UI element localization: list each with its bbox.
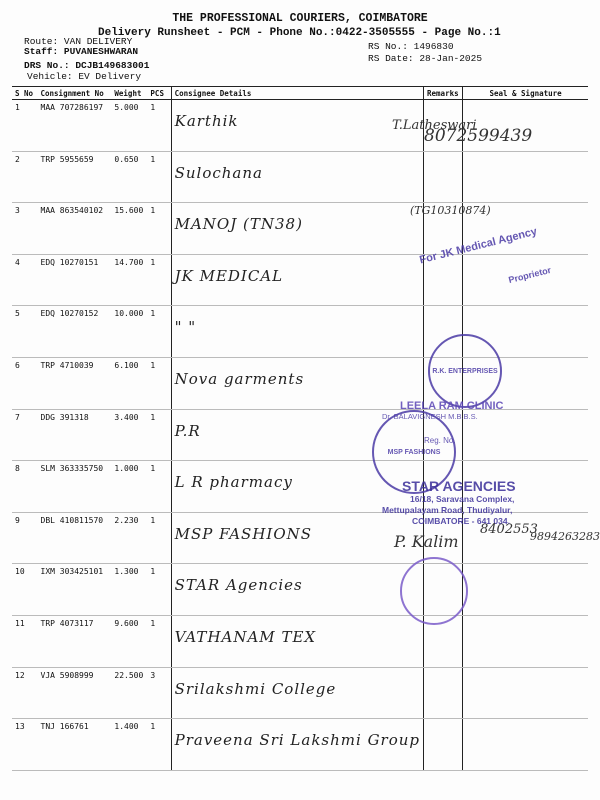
row-consignee: Sulochana: [171, 151, 423, 203]
row-pcs: 3: [147, 667, 171, 719]
row-pcs: 1: [147, 512, 171, 564]
row-weight: 15.600: [111, 203, 147, 255]
row-weight: 10.000: [111, 306, 147, 358]
stamp-proprietor: Proprietor: [507, 264, 553, 286]
stamp-star-address-2: Mettupalayam Road, Thudiyalur,: [382, 505, 513, 515]
row-consignee: " ": [171, 306, 423, 358]
row-sno: 12: [12, 667, 38, 719]
staff-line: Staff: PUVANESHWARAN: [24, 46, 139, 57]
runsheet-table: [12, 86, 588, 771]
row-consignee: Nova garments: [171, 357, 423, 409]
row-consignee: MSP FASHIONS: [171, 512, 423, 564]
row-consignee: P.R: [171, 409, 423, 461]
row-sno: 5: [12, 306, 38, 358]
row-remarks: [424, 719, 463, 771]
row-consignee: L R pharmacy: [171, 461, 423, 513]
vehicle-value: EV Delivery: [78, 71, 142, 82]
row-consignment-no: DDG 391318: [38, 409, 112, 461]
stamp-star-address-3: COIMBATORE - 641 034.: [412, 516, 510, 526]
col-seal: Seal & Signature: [463, 87, 588, 100]
signature-row11-number-2: 9894263283: [530, 530, 600, 543]
stamp-msp-fashions: MSP FASHIONS: [372, 410, 456, 494]
rs-no-line: RS No.: 1496830: [368, 41, 454, 52]
row-consignment-no: MAA 707286197: [38, 100, 112, 152]
row-pcs: 1: [147, 615, 171, 667]
row-pcs: 1: [147, 357, 171, 409]
company-title: THE PROFESSIONAL COURIERS, COIMBATORE: [172, 12, 428, 25]
signature-row1-phone: 8072599439: [424, 126, 533, 146]
col-consignee: Consignee Details: [171, 87, 423, 100]
stamp-jk-medical: For JK Medical Agency: [418, 225, 539, 267]
row-seal: [463, 719, 588, 771]
table-header-row: [12, 87, 588, 100]
row-seal: [463, 615, 588, 667]
row-sno: 11: [12, 615, 38, 667]
drs-value: DCJB149683001: [75, 60, 150, 71]
stamp-star-agencies: STAR AGENCIES: [402, 478, 516, 494]
row-sno: 7: [12, 409, 38, 461]
row-pcs: 1: [147, 564, 171, 616]
table-row: [12, 667, 588, 719]
row-sno: 9: [12, 512, 38, 564]
row-pcs: 1: [147, 100, 171, 152]
stamp-leela-ram-clinic: LEELA RAM CLINIC: [400, 400, 504, 412]
row-consignee: STAR Agencies: [171, 564, 423, 616]
row-consignment-no: EDQ 10270152: [38, 306, 112, 358]
signature-row11-number: 8402553: [480, 522, 538, 537]
row-remarks: [424, 667, 463, 719]
row-weight: 22.500: [111, 667, 147, 719]
row-consignment-no: VJA 5908999: [38, 667, 112, 719]
row-weight: 9.600: [111, 615, 147, 667]
col-pcs: PCS: [147, 87, 171, 100]
row-consignment-no: TRP 4710039: [38, 357, 112, 409]
row-pcs: 1: [147, 306, 171, 358]
col-weight: Weight: [111, 87, 147, 100]
row-sno: 4: [12, 254, 38, 306]
row-sno: 10: [12, 564, 38, 616]
row-sno: 3: [12, 203, 38, 255]
rs-no-value: 1496830: [413, 41, 454, 52]
row-pcs: 1: [147, 254, 171, 306]
table-row: [12, 719, 588, 771]
row-sno: 1: [12, 100, 38, 152]
table-row: [12, 254, 588, 306]
row-pcs: 1: [147, 409, 171, 461]
row-seal: [463, 409, 588, 461]
stamp-star-address-1: 16/18, Saravana Complex,: [410, 494, 515, 504]
table-row: [12, 203, 588, 255]
row-consignee: JK MEDICAL: [171, 254, 423, 306]
row-consignment-no: TRP 4073117: [38, 615, 112, 667]
col-sno: S No: [12, 87, 38, 100]
signature-row1-name: T.Latheswari: [392, 118, 477, 133]
row-weight: 1.400: [111, 719, 147, 771]
row-seal: [463, 564, 588, 616]
row-sno: 8: [12, 461, 38, 513]
row-consignment-no: MAA 863540102: [38, 203, 112, 255]
staff-value: PUVANESHWARAN: [63, 46, 139, 57]
row-sno: 6: [12, 357, 38, 409]
row-consignment-no: IXM 303425101: [38, 564, 112, 616]
row-consignee: VATHANAM TEX: [171, 615, 423, 667]
row-weight: 0.650: [111, 151, 147, 203]
stamp-row12-circle: [400, 557, 468, 625]
vehicle-line: Vehicle: EV Delivery: [27, 71, 142, 82]
row-consignee: MANOJ (TN38): [171, 203, 423, 255]
row-sno: 13: [12, 719, 38, 771]
table-row: [12, 615, 588, 667]
table-row: [12, 151, 588, 203]
table-row: [12, 306, 588, 358]
row-weight: 5.000: [111, 100, 147, 152]
rs-date-value: 28-Jan-2025: [419, 53, 483, 64]
row-weight: 3.400: [111, 409, 147, 461]
row-consignment-no: TNJ 166761: [38, 719, 112, 771]
table-row: [12, 564, 588, 616]
row-consignment-no: EDQ 10270151: [38, 254, 112, 306]
row-consignment-no: SLM 363335750: [38, 461, 112, 513]
row-pcs: 1: [147, 151, 171, 203]
row-pcs: 1: [147, 719, 171, 771]
stamp-rk-enterprises: R.K. ENTERPRISES: [428, 334, 502, 408]
row-seal: [463, 667, 588, 719]
row-remarks: [424, 151, 463, 203]
signature-row11: P. Kalim: [394, 532, 459, 551]
row-consignee: Karthik: [171, 100, 423, 152]
col-remarks: Remarks: [424, 87, 463, 100]
row-weight: 1.300: [111, 564, 147, 616]
table-row: [12, 409, 588, 461]
route-value: VAN DELIVERY: [63, 36, 133, 47]
col-consignment: Consignment No: [38, 87, 112, 100]
row-consignment-no: DBL 410811570: [38, 512, 112, 564]
rs-date-line: RS Date: 28-Jan-2025: [368, 53, 483, 64]
row-pcs: 1: [147, 461, 171, 513]
row-seal: [463, 151, 588, 203]
row-pcs: 1: [147, 203, 171, 255]
row-consignee: Praveena Sri Lakshmi Group: [171, 719, 423, 771]
route-line: Route: VAN DELIVERY: [24, 36, 133, 47]
signature-row3-code: (TG10310874): [410, 204, 491, 217]
row-weight: 1.000: [111, 461, 147, 513]
stamp-clinic-doctor: Dr. BALAVIGNESH M.B.B.S.: [382, 412, 478, 421]
row-weight: 6.100: [111, 357, 147, 409]
stamp-reg-no: Reg. No.: [424, 436, 456, 445]
row-sno: 2: [12, 151, 38, 203]
row-consignment-no: TRP 5955659: [38, 151, 112, 203]
drs-line: DRS No.: DCJB149683001: [24, 60, 150, 71]
row-weight: 14.700: [111, 254, 147, 306]
row-weight: 2.230: [111, 512, 147, 564]
runsheet-subtitle: Delivery Runsheet - PCM - Phone No.:0422-3505555 - Page No.:1: [98, 27, 501, 39]
row-consignee: Srilakshmi College: [171, 667, 423, 719]
